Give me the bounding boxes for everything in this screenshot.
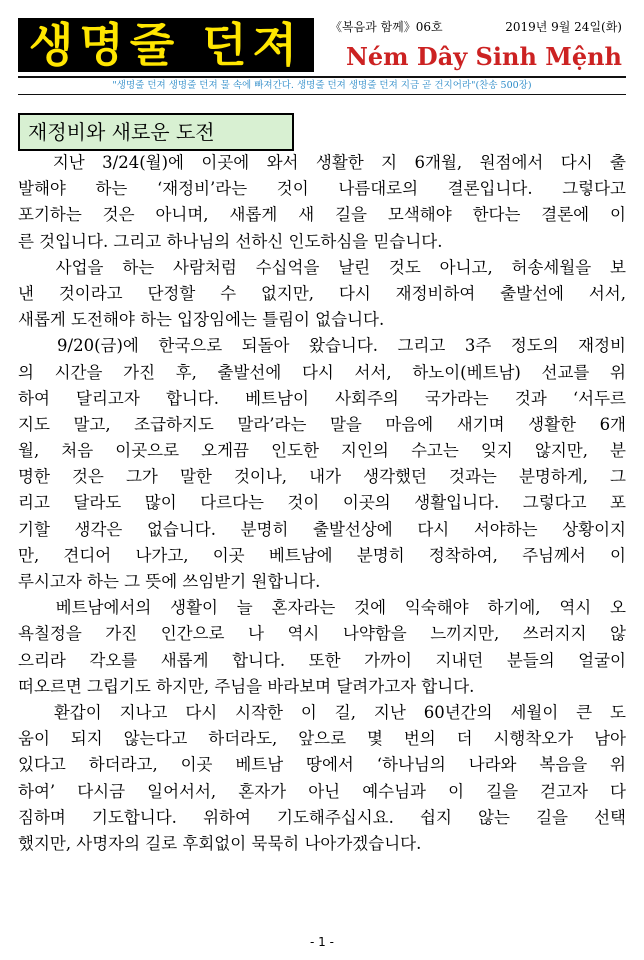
vietnamese-subtitle: Ném Dây Sinh Mệnh [345,42,622,71]
article-line: 발해야 하는 ‘재정비’라는 것이 나름대로의 결론입니다. 그렇다고 [18,179,626,199]
article-line: 지난 3/24(월)에 이곳에 와서 생활한 지 6개월, 원점에서 다시 출 [18,153,626,172]
article-line: 하여’ 다시금 일어서서, 혼자가 아닌 예수님과 이 길을 걷고자 다 [18,781,626,801]
issue-date: 2019년 9월 24일(화) [505,20,622,34]
article-line: 움이 되지 않는다고 하더라도, 앞으로 몇 번의 더 시행착오가 남아 [18,729,626,749]
article-line: 베트남에서의 생활이 늘 혼자라는 것에 익숙해야 하기에, 역시 오 [18,598,626,618]
article-line: 루시고자 하는 그 뜻에 쓰임받기 원합니다. [18,572,321,591]
article-line: 새롭게 도전해야 하는 입장임에는 틀림이 없습니다. [18,310,385,330]
article-line: 짐하며 기도합니다. 위하여 기도해주십시요. 쉽지 않는 길을 선택 [18,807,626,827]
article-line: 포기하는 것은 아니며, 새롭게 새 길을 모색해야 한다는 결론에 이 [18,205,626,225]
quote-divider [18,94,626,95]
article-line: 명한 것은 그가 말한 것이나, 내가 생각했던 것과는 분명하게, 그 [18,467,626,487]
article-line: 했지만, 사명자의 길로 후회없이 묵묵히 나아가겠습니다. [18,833,422,853]
issue-line [330,18,622,36]
article-line: 른 것입니다. 그리고 하나님의 선하신 인도하심을 믿습니다. [18,231,443,251]
article-line: 낸 것이라고 단정할 수 없지만, 다시 재정비하여 출발선에 서서, [18,283,626,303]
article-line: 기할 생각은 없습니다. 분명히 출발선상에 다시 서야하는 상황이지 [18,519,626,539]
article-line: 떠오르면 그립기도 하지만, 주님을 바라보며 달려가고자 합니다. [18,676,475,696]
hymn-quote: "생명줄 던져 생명줄 던져 물 속에 빠져간다. 생명줄 던져 생명줄 던져 지금 곧 건지어라"(찬송 500장) [112,80,532,91]
article-line: 월, 처음 이곳으로 오게끔 인도한 지인의 수고는 잊지 않지만, 분 [18,441,626,461]
article-line: 하여 달리고자 합니다. 베트남이 사회주의 국가라는 것과 ‘서두르 [18,388,626,408]
article-line: 으리라 각오를 새롭게 합니다. 또한 가까이 지내던 분들의 얼굴이 [18,650,626,670]
masthead [0,0,644,95]
article-body [18,150,626,857]
article-line: 지도 말고, 조급하지도 말라’라는 말을 마음에 새기며 생활한 6개 [18,414,626,434]
article-line: 9/20(금)에 한국으로 되돌아 왔습니다. 그리고 3주 정도의 재정비 [18,336,626,356]
issue-number: 《복음과 함께》06호 [330,20,443,34]
article-line: 의 시간을 가진 후, 출발선에 다시 서서, 하노이(베트남) 선교를 위 [18,362,626,382]
article-line: 욕칠정을 가진 인간으로 나 역시 나약함을 느끼지만, 쓰러지지 않 [18,624,626,644]
article-line: 환갑이 지나고 다시 시작한 이 길, 지난 60년간의 세월이 큰 도 [18,702,626,722]
article-line: 사업을 하는 사람처럼 수십억을 날린 것도 아니고, 허송세월을 보 [18,257,626,277]
article-line: 만, 견디어 나가고, 이곳 베트남에 분명히 정착하여, 주님께서 이 [18,545,626,565]
article-line: 리고 달라도 많이 다르다는 것이 이곳의 생활입니다. 그렇다고 포 [18,493,626,513]
article-line: 있다고 하더라고, 이곳 베트남 땅에서 ‘하나님의 나라와 복음을 위 [18,755,626,775]
article-heading: 재정비와 새로운 도전 [18,113,294,151]
page-number: - 1 - [310,935,334,949]
newsletter-title: 생명줄 던져 [18,18,314,72]
